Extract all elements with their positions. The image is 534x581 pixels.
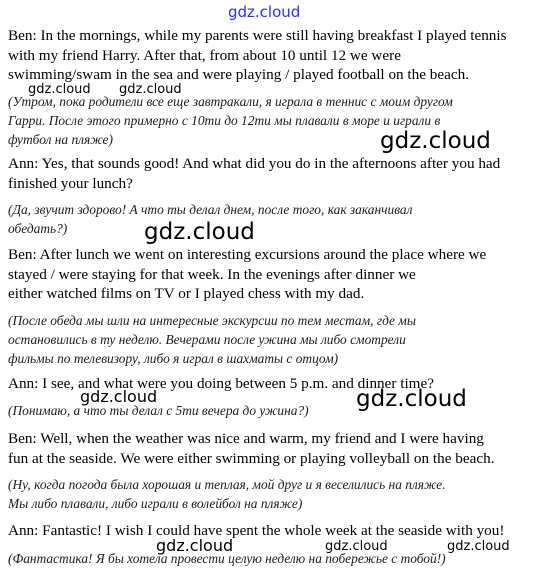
- translation-paragraph-excursions: [8, 311, 416, 368]
- text-line: Ann: I see, and what were you doing between 5 p.m. and dinner time?: [8, 375, 434, 392]
- text-line: (Ну, когда погода была хорошая и теплая, мой друг и я веселились на пляже.: [8, 477, 446, 492]
- text-line: Ben: In the mornings, while my parents were still having breakfast I played tennis: [8, 27, 507, 44]
- text-line: (Утром, пока родители все еще завтракали, я играла в теннис с моим другом: [8, 94, 453, 109]
- ben-paragraph-seaside: [8, 429, 494, 468]
- text-line: Ben: Well, when the weather was nice and warm, my friend and I were having: [8, 430, 484, 447]
- watermark-medium: gdz.cloud: [156, 536, 234, 555]
- text-line: fun at the seaside. We were either swimming or playing volleyball on the beach.: [8, 449, 495, 467]
- text-line: обедать?): [8, 221, 68, 236]
- text-line: with my friend Harry. After that, from about 10 until 12 we were: [8, 46, 401, 64]
- text-line: stayed / were staying for that week. In the evenings after dinner we: [8, 265, 416, 283]
- ben-paragraph-mornings: [8, 26, 507, 85]
- watermark-small: gdz.cloud: [119, 82, 182, 97]
- watermark-small: gdz.cloud: [447, 539, 510, 554]
- text-line: (Да, звучит здорово! А что ты делал днем, после того, как заканчивал: [8, 202, 413, 217]
- text-line: Ben: After lunch we went on interesting excursions around the place where we: [8, 246, 487, 263]
- text-line: Мы либо плавали, либо играли в волейбол на пляже): [8, 496, 303, 511]
- watermark-small: gdz.cloud: [28, 82, 91, 97]
- watermark-large: gdz.cloud: [144, 219, 255, 245]
- translation-paragraph-seaside: [8, 475, 446, 513]
- text-line: Ann: Fantastic! I wish I could have spent the whole week at the seaside with you!: [8, 522, 505, 539]
- text-line: (Фантастика! Я бы хотела провести целую неделю на побережье с тобой!): [8, 551, 446, 566]
- text-line: either watched films on TV or I played chess with my dad.: [8, 285, 365, 302]
- ann-paragraph-afternoons: [8, 154, 500, 193]
- translation-paragraph-evening: [8, 401, 309, 420]
- watermark-medium: gdz.cloud: [80, 387, 158, 406]
- text-line: finished your lunch?: [8, 174, 133, 192]
- watermark-large: gdz.cloud: [380, 128, 491, 154]
- text-line: футбол на пляже): [8, 132, 113, 147]
- watermark-top: gdz.cloud: [228, 3, 301, 21]
- ben-paragraph-excursions: [8, 245, 486, 304]
- text-line: swimming/swam in the sea and were playing / played football on the beach.: [8, 66, 469, 83]
- watermark-large: gdz.cloud: [356, 386, 467, 412]
- text-line: (После обеда мы шли на интересные экскурсии по тем местам, где мы: [8, 313, 416, 328]
- text-line: Гарри. После этого примерно с 10ти до 12ти мы плавали в море и играли в: [8, 113, 441, 128]
- ann-paragraph-fantastic: [8, 521, 504, 541]
- text-line: Ann: Yes, that sounds good! And what did you do in the afternoons after you had: [8, 155, 501, 172]
- text-line: фильмы по телевизору, либо я играл в шахматы с отцом): [8, 351, 339, 366]
- watermark-small: gdz.cloud: [325, 539, 388, 554]
- text-line: остановились в ту неделю. Вечерами после ужина мы либо смотрели: [8, 332, 406, 347]
- text-line: (Понимаю, а что ты делал с 5ти вечера до ужина?): [8, 403, 309, 418]
